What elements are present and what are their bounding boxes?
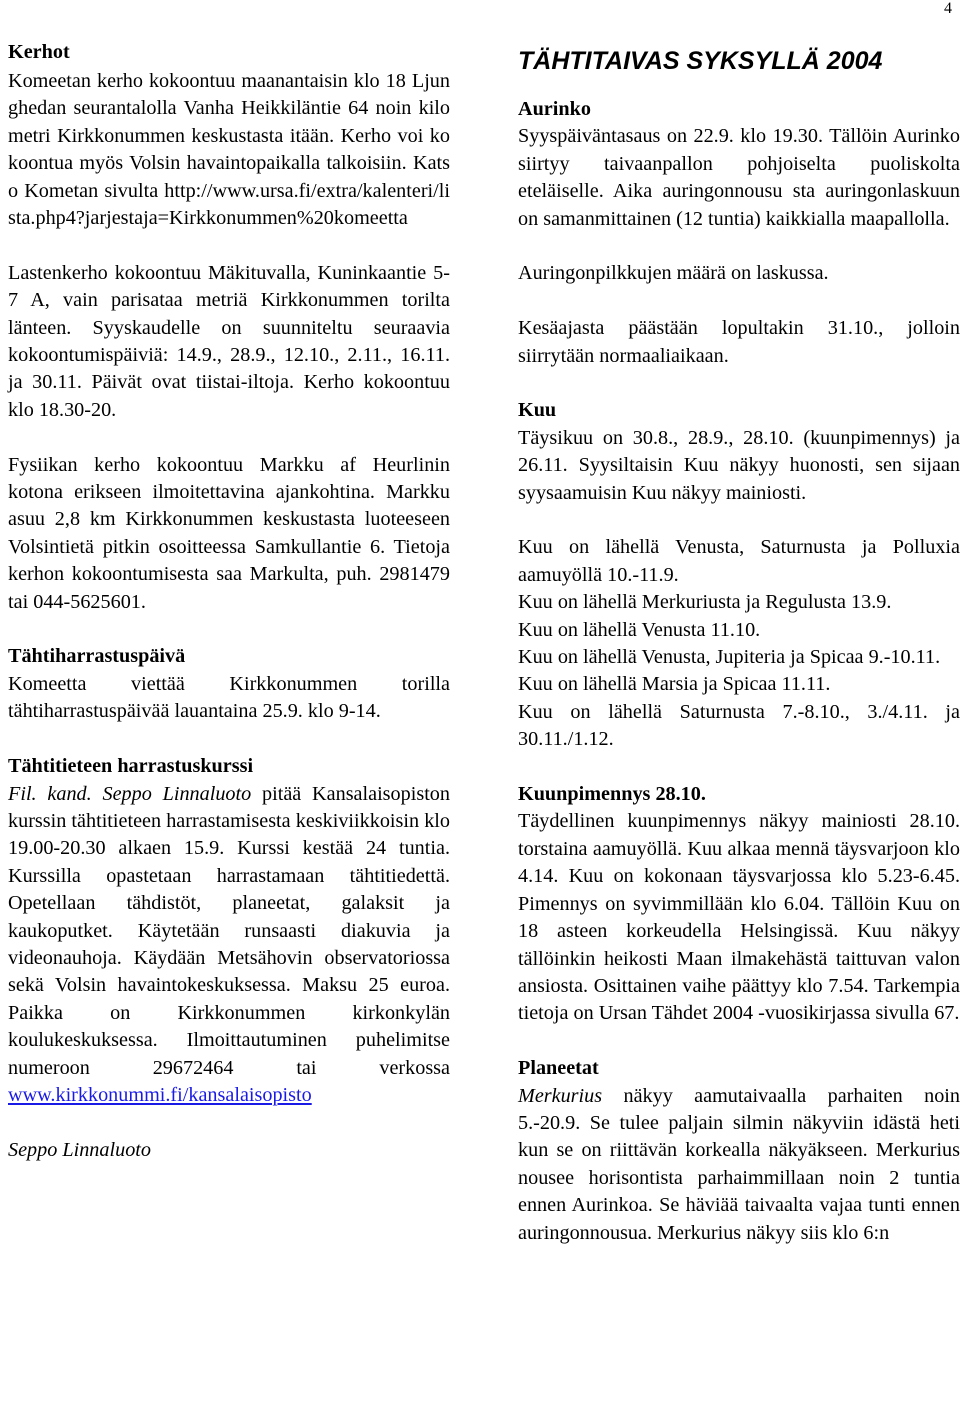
planeetat-text: näkyy aamutaivaalla parhaiten noin 5.-20.9. Se tulee paljain silmin näkyviin idästä heti kun se on riittävän korkealla näkyäkseen. Merkurius nousee horisontista parhaimmillaan noin 2 tuntia ennen Aurinkoa. Se häviää taivaalta vajaa tunti ennen auringonnousua. Merkurius näkyy siis klo 6:n — [518, 1084, 960, 1244]
tahtiharrastuspaiva-heading: Tähtiharrastuspäivä — [8, 645, 186, 668]
kuu-line: Kuu on lähellä Marsia ja Spicaa 11.11. — [518, 673, 831, 696]
right-column — [518, 40, 960, 1247]
kansalaisopisto-link[interactable]: www.kirkkonummi.fi/kansalaisopisto — [8, 1083, 312, 1106]
planeetat-heading: Planeetat — [518, 1057, 599, 1080]
kurssi-heading: Tähtitieteen harrastuskurssi — [8, 755, 254, 778]
kurssi-text: pitää Kansalaisopiston kurssin tähtitieteen harrastamisesta keskiviikkoisin klo 19.00-20.30 alkaen 15.9. Kurssi kestää 24 tuntia. Kurssilla opastetaan harrastamaan tähtitiedettä. Opetellaan tähdistöt, planeetat, galaksit ja kaukoputket. Käytetään runsaasti diakuvia ja videonauhoja. Käydään Metsähovin observatoriossa sekä Volsin havaintokeskuksessa. Maksu 25 euroa. Paikka on Kirkkonummen kirkonkylän koulukeskuksessa. Ilmoittautuminen puhelimitse numeroon 29672464 tai verkossa — [8, 782, 450, 1079]
kuu-heading: Kuu — [518, 399, 557, 422]
page-title: TÄHTITAIVAS SYKSYLLÄ 2004 — [518, 47, 883, 75]
kuu-line: Kuu on lähellä Venusta 11.10. — [518, 618, 761, 641]
kuu-line: Kuu on lähellä Venusta, Saturnusta ja Polluxia aamuyöllä 10.-11.9. — [518, 536, 960, 586]
kuu-line: Kuu on lähellä Saturnusta 7.-8.10., 3./4.11. ja 30.11./1.12. — [518, 700, 960, 751]
aurinko-paragraph-3: Kesäajasta päästään lopultakin 31.10., jolloin siirrytään normaaliaikaan. — [518, 317, 960, 367]
lastenkerho-paragraph: Lastenkerho kokoontuu Mäkituvalla, Kuninkaantie 5-7 A, vain parisataa metriä Kirkkonummen torilta länteen. Syyskaudelle on suunniteltu seuraavia kokoontumispäiviä: 14.9., 28.9., 12.10., 2.11., 16.11. ja 30.11. Päivät ovat tiistai-iltoja. Kerho kokoontuu klo 18.30-20. — [8, 261, 450, 421]
kuunpimennys-heading: Kuunpimennys 28.10. — [518, 783, 706, 806]
signature: Seppo Linnaluoto — [8, 1138, 151, 1161]
page-number: 4 — [944, 0, 952, 17]
aurinko-heading: Aurinko — [518, 98, 591, 120]
kerhot-paragraph-1: Komeetan kerho kokoontuu maanantaisin klo 18 Ljunghedan seurantalolla Vanha Heikkiläntie 64 noin kilometri Kirkkonummen keskustasta itään. Kerho voi kokoontua myös Volsin havaintopaikalla talkoisiin. Katso Kometan sivulta http://www.ursa.fi/extra/kalenteri/lista.php4?jarjestaja=Kirkkonummen%20komeetta — [8, 70, 450, 230]
planeetat-paragraph — [518, 1083, 960, 1247]
kerhot-heading: Kerhot — [8, 41, 70, 63]
kuu-line: Kuu on lähellä Venusta, Jupiteria ja Spicaa 9.-10.11. — [518, 646, 941, 669]
kuu-line: Kuu on lähellä Merkuriusta ja Regulusta 13.9. — [518, 591, 892, 614]
left-column — [8, 36, 450, 1164]
kuunpimennys-text: Täydellinen kuunpimennys näkyy mainiosti 28.10. torstaina aamuyöllä. Kuu alkaa mennä täysvarjoon klo 4.14. Kuu on kokonaan täysvarjossa klo 5.23-6.45. Pimennys on syvimmillään klo 6.04. Tällöin Kuu on 18 asteen korkeudella Helsingissä. Kuu näkyy tällöinkin heikosti Maan ilmakehästä taittuvan valon ansiosta. Osittainen vaihe päättyy klo 7.54. Tarkempia tietoja on Ursan Tähdet 2004 -vuosikirjassa sivulla 67. — [518, 810, 960, 1025]
aurinko-paragraph-1: Syyspäiväntasaus on 22.9. klo 19.30. Tällöin Aurinko siirtyy taivaanpallon pohjoiselta puoliskolta eteläiselle. Aika auringonnousu sta auringonlaskuun on samanmittainen (12 tuntia) kaikkialla maapallolla. — [518, 125, 960, 230]
aurinko-paragraph-2: Auringonpilkkujen määrä on laskussa. — [518, 262, 829, 285]
kuu-paragraph-1: Täysikuu on 30.8., 28.9., 28.10. (kuunpimennys) ja 26.11. Syysiltaisin Kuu näkyy huonosti, sen sijaan syysaamuisin Kuu näkyy mainiosti. — [518, 426, 960, 504]
planet-merkurius: Merkurius — [518, 1084, 603, 1107]
kurssi-paragraph — [8, 781, 450, 1110]
tahtiharrastuspaiva-text: Komeetta viettää Kirkkonummen torilla tähtiharrastuspäivää lauantaina 25.9. klo 9-14. — [8, 672, 450, 723]
kurssi-lecturer: Fil. kand. Seppo Linnaluoto — [8, 782, 252, 805]
fysiikan-kerho-paragraph: Fysiikan kerho kokoontuu Markku af Heurlinin kotona erikseen ilmoitettavina ajankohtina. Markku asuu 2,8 km Kirkkonummen keskustasta luoteeseen Volsintietä pitkin osoitteessa Samkullantie 6. Tietoja kerhon kokoontumisesta saa Markulta, puh. 2981479 tai 044-5625601. — [8, 453, 450, 613]
